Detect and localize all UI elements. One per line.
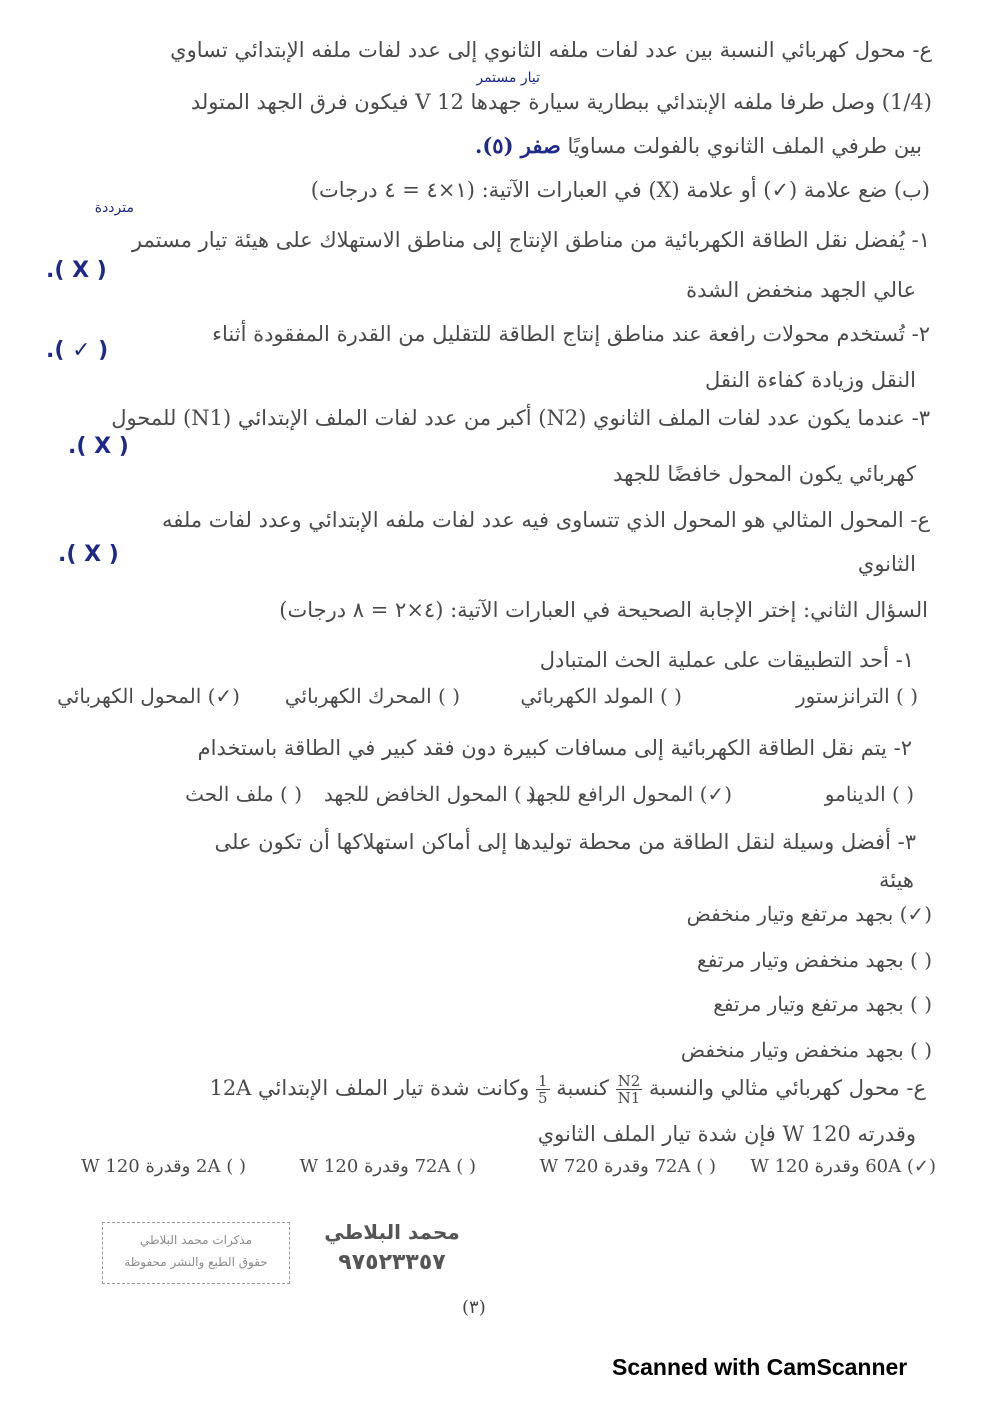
- item4-line1: ع- المحول المثالي هو المحول الذي تتساوى فيه عدد لفات ملفه الإبتدائي وعدد لفات ملفه: [162, 508, 930, 532]
- item3-mark: .( X ): [68, 434, 129, 459]
- q2-2-stem: ٢- يتم نقل الطاقة الكهربائية إلى مسافات كبيرة دون فقد كبير في الطاقة باستخدام: [197, 736, 912, 760]
- q2-1-option-a: ( ) الترانزستور: [796, 684, 918, 708]
- item2-line2: النقل وزيادة كفاءة النقل: [705, 368, 916, 392]
- q2-4-option-a: (✓) 60A وقدرة 120 W: [750, 1156, 936, 1177]
- q2-4-option-d: ( ) 2A وقدرة 120 W: [81, 1156, 246, 1177]
- q4-line3: بين طرفي الملف الثانوي بالفولت مساويًا صفر (٥).: [475, 133, 922, 158]
- item1-line1: ١- يُفضل نقل الطاقة الكهربائية من مناطق الإنتاج إلى مناطق الاستهلاك على هيئة تيار مستمر: [131, 228, 930, 252]
- q2-1-option-c: ( ) المحرك الكهربائي: [284, 684, 460, 708]
- camscanner-footer: Scanned with CamScanner: [612, 1354, 908, 1380]
- q2-2-option-b: (✓) المحول الرافع للجهد: [525, 782, 732, 806]
- item4-mark: .( X ): [58, 542, 119, 567]
- item3-line2: كهربائي يكون المحول خافضًا للجهد: [613, 462, 916, 486]
- q4-answer: صفر (٥).: [475, 133, 561, 158]
- q2-3-stem-line1: ٣- أفضل وسيلة لنقل الطاقة من محطة توليدها إلى أماكن استهلاكها أن تكون على: [214, 830, 916, 854]
- question2-header: السؤال الثاني: إختر الإجابة الصحيحة في العبارات الآتية: (٤×٢ = ٨ درجات): [279, 598, 928, 622]
- item2-line1: ٢- تُستخدم محولات رافعة عند مناطق إنتاج الطاقة للتقليل من القدرة المفقودة أثناء: [212, 322, 930, 346]
- q2-4-line2: وقدرته 120 W فإن شدة تيار الملف الثانوي: [537, 1122, 916, 1146]
- ratio-fraction: $\frac{N2}{N1}$: [617, 1072, 641, 1107]
- q2-1-option-d: (✓) المحول الكهربائي: [57, 684, 240, 708]
- q4-line1: ع- محول كهربائي النسبة بين عدد لفات ملفه الثانوي إلى عدد لفات ملفه الإبتدائي تساوي: [170, 38, 932, 62]
- q2-4-option-c: ( ) 72A وقدرة 120 W: [299, 1156, 476, 1177]
- author-phone: ٩٧٥٢٣٣٥٧: [338, 1250, 446, 1275]
- q2-3-option-d: ( ) بجهد منخفض وتيار منخفض: [680, 1038, 932, 1062]
- q2-2-option-d: ( ) ملف الحث: [185, 782, 302, 806]
- q2-2-option-c: ( ) المحول الخافض للجهد: [323, 782, 536, 806]
- q2-3-option-b: ( ) بجهد منخفض وتيار مرتفع: [697, 948, 932, 972]
- q2-2-option-a: ( ) الدينامو: [824, 782, 914, 806]
- item1-annotation: مترددة: [94, 200, 134, 216]
- q2-4-option-b: ( ) 72A وقدرة 720 W: [539, 1156, 716, 1177]
- q2-1-stem: ١- أحد التطبيقات على عملية الحث المتبادل: [539, 648, 914, 672]
- q2-3-stem-line2: هيئة: [878, 868, 914, 892]
- q2-4-stem: ع- محول كهربائي مثالي والنسبة $\frac{N2}{N1}$ كنسبة $\frac{1}{5}$ وكانت شدة تيار الملف الإبتدائي 12A: [209, 1072, 926, 1107]
- item2-mark: .( ✓ ): [46, 338, 109, 363]
- item3-line1: ٣- عندما يكون عدد لفات الملف الثانوي (N2) أكبر من عدد لفات الملف الإبتدائي (N1) للمحول: [111, 406, 930, 430]
- item4-line2: الثانوي: [857, 552, 916, 576]
- item1-mark: .( X ): [46, 258, 107, 283]
- item1-line2: عالي الجهد منخفض الشدة: [686, 278, 916, 302]
- q2-3-option-c: ( ) بجهد مرتفع وتيار مرتفع: [713, 992, 932, 1016]
- section-b-header: (ب) ضع علامة (✓) أو علامة (X) في العبارات الآتية: (١×٤ = ٤ درجات): [310, 178, 930, 202]
- author-name: محمد البلاطي: [324, 1220, 460, 1244]
- page-number: (٣): [462, 1297, 486, 1318]
- q2-1-option-b: ( ) المولد الكهربائي: [520, 684, 682, 708]
- q2-3-option-a: (✓) بجهد مرتفع وتيار منخفض: [686, 902, 932, 926]
- q4-annotation: تيار مستمر: [476, 70, 540, 86]
- copyright-stamp: مذكرات محمد البلاطي حقوق الطبع والنشر محفوظة: [102, 1222, 290, 1284]
- q4-line2: (1/4) وصل طرفا ملفه الإبتدائي ببطارية سيارة جهدها 12 V فيكون فرق الجهد المتولد: [190, 90, 932, 114]
- value-fraction: $\frac{1}{5}$: [538, 1072, 548, 1107]
